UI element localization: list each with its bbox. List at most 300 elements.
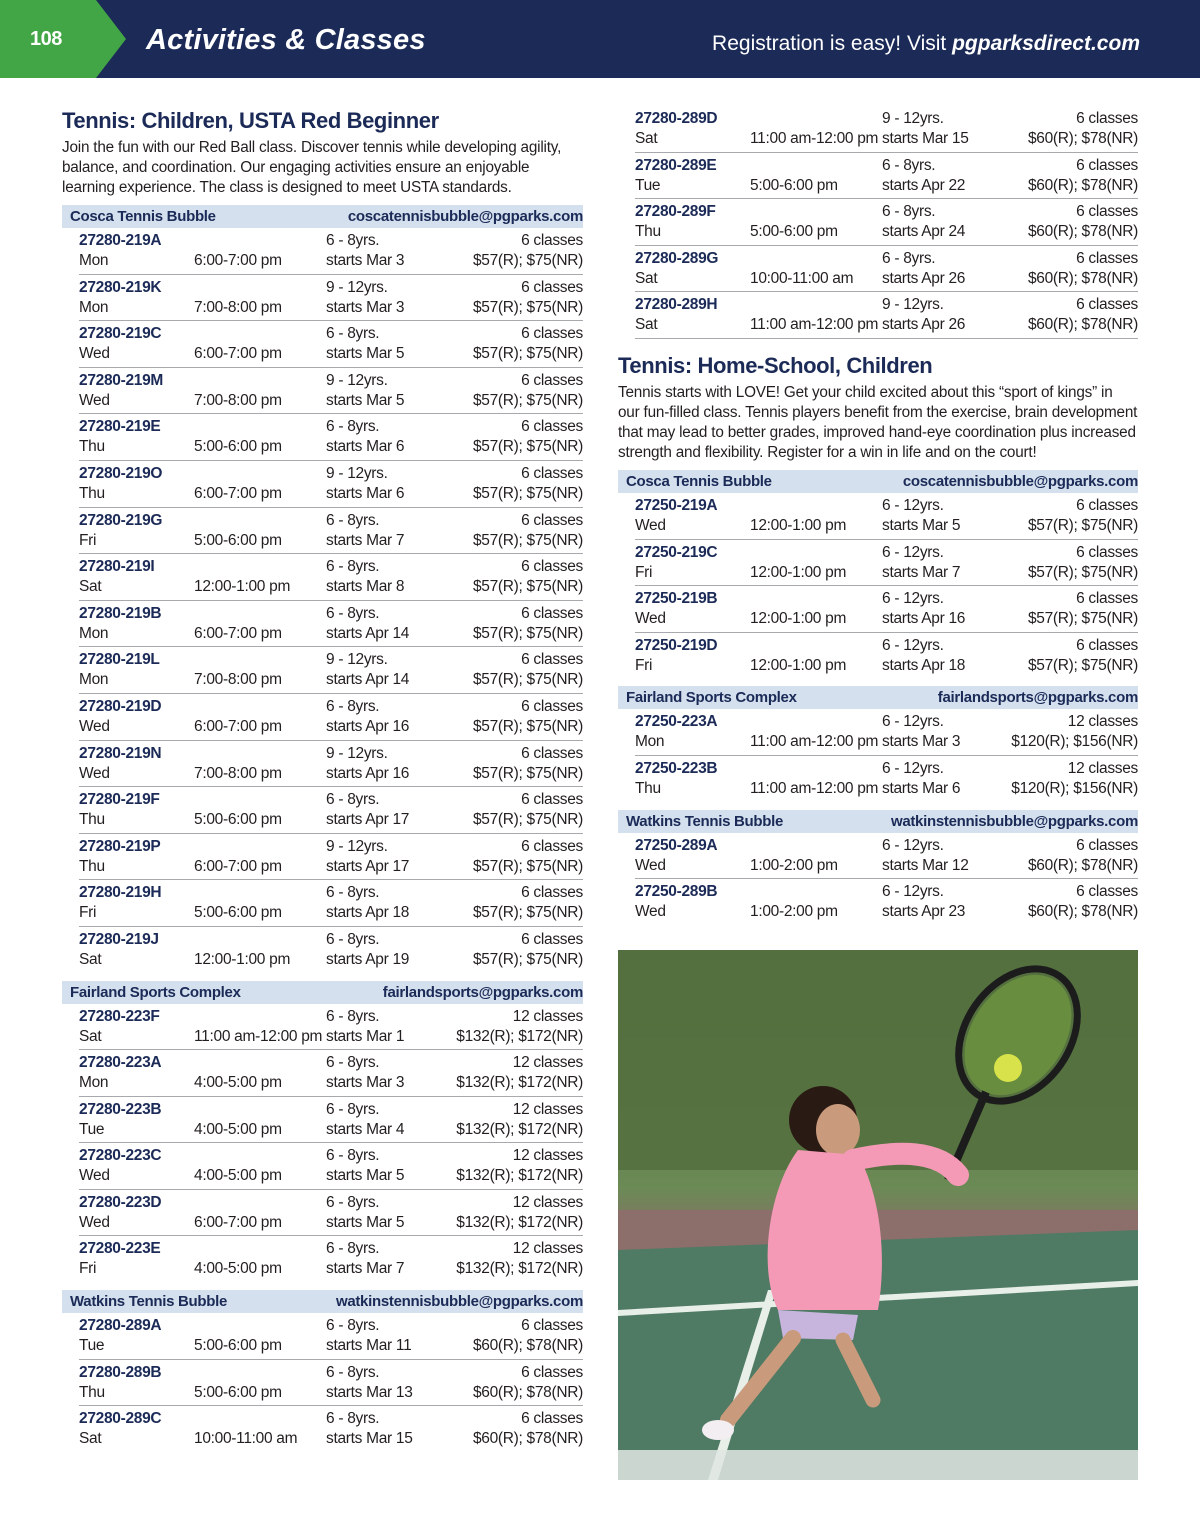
- class-time: 11:00 am-12:00 pm: [194, 1027, 323, 1045]
- start-and-fee: [326, 1337, 583, 1357]
- start-date: starts Mar 5: [326, 1167, 405, 1185]
- age-range: 6 - 8yrs.: [326, 418, 380, 436]
- class-row: [79, 368, 583, 415]
- age-and-count: [326, 605, 583, 625]
- start-date: starts Mar 15: [882, 130, 969, 147]
- activity-code: 27280-219K: [79, 278, 162, 296]
- class-day: Wed: [79, 764, 110, 782]
- class-fee: $57(R); $75(NR): [1027, 610, 1138, 628]
- activity-code: 27250-289A: [635, 836, 718, 854]
- age-and-count: [326, 1194, 583, 1214]
- class-fee: $57(R); $75(NR): [472, 904, 583, 922]
- class-day: Sat: [635, 316, 658, 334]
- class-fee: $60(R); $78(NR): [1027, 269, 1138, 287]
- class-time: 6:00-7:00 pm: [194, 1213, 282, 1231]
- activity-code: 27280-219F: [79, 791, 160, 809]
- class-time: 6:00-7:00 pm: [194, 857, 282, 875]
- age-and-count: [326, 1054, 583, 1074]
- start-and-fee: [326, 1028, 583, 1048]
- class-row: [79, 1143, 583, 1190]
- start-and-fee: [882, 177, 1138, 197]
- start-and-fee: [326, 1121, 583, 1141]
- age-and-count: [326, 745, 583, 765]
- class-fee: $57(R); $75(NR): [472, 624, 583, 642]
- class-day: Mon: [79, 671, 109, 689]
- class-day: Thu: [79, 438, 105, 456]
- age-and-count: [326, 232, 583, 252]
- start-date: starts Apr 26: [882, 316, 966, 334]
- location-name: Cosca Tennis Bubble: [626, 472, 772, 490]
- start-and-fee: [326, 671, 583, 691]
- class-day: Thu: [79, 857, 105, 875]
- class-count: 6 classes: [1076, 883, 1138, 901]
- class-fee: $57(R); $75(NR): [1027, 656, 1138, 674]
- class-day: Mon: [79, 1074, 109, 1092]
- class-fee: $57(R); $75(NR): [472, 717, 583, 735]
- class-time: 10:00-11:00 am: [194, 1430, 298, 1448]
- age-range: 6 - 8yrs.: [326, 1317, 380, 1335]
- location-name: Fairland Sports Complex: [70, 983, 241, 1001]
- start-date: starts Mar 5: [326, 345, 405, 363]
- age-and-count: [326, 512, 583, 532]
- location-name: Cosca Tennis Bubble: [70, 208, 216, 225]
- activity-code: 27280-289G: [635, 249, 719, 267]
- class-count: 6 classes: [521, 651, 583, 669]
- activity-code: 27280-219O: [79, 464, 163, 482]
- program-title: Tennis: Home-School, Children: [618, 352, 933, 378]
- class-row: [79, 741, 583, 788]
- age-and-count: [882, 157, 1138, 177]
- program-description: Tennis starts with LOVE! Get your child excited about this “sport of kings” in our fun-filled class. Tennis players benefit from the exercise, brain development that may lead to better grades, improved hand-eye coordination plus increased strength and flexibility. Register for a win in life and on the court!: [618, 383, 1138, 461]
- age-and-count: [326, 418, 583, 438]
- right-column: [618, 106, 1138, 926]
- class-time: 5:00-6:00 pm: [194, 1383, 282, 1401]
- activity-code: 27280-223A: [79, 1054, 162, 1072]
- activity-code: 27250-223A: [635, 713, 718, 731]
- start-date: starts Apr 22: [882, 176, 966, 194]
- age-range: 6 - 8yrs.: [326, 232, 380, 249]
- start-date: starts Mar 3: [882, 733, 961, 751]
- page-tab-arrow: [96, 0, 126, 78]
- age-and-count: [326, 884, 583, 904]
- age-range: 6 - 8yrs.: [326, 1100, 380, 1118]
- class-rows: [618, 833, 1138, 926]
- age-and-count: [882, 590, 1138, 610]
- class-time: 7:00-8:00 pm: [194, 391, 282, 409]
- page-header: [0, 0, 1200, 78]
- start-date: starts Mar 3: [326, 252, 405, 269]
- class-count: 6 classes: [1076, 543, 1138, 561]
- class-fee: $132(R); $172(NR): [456, 1074, 583, 1092]
- start-date: starts Mar 1: [326, 1027, 405, 1045]
- class-time: 6:00-7:00 pm: [194, 717, 282, 735]
- class-count: 6 classes: [521, 232, 583, 249]
- start-date: starts Mar 6: [882, 779, 961, 797]
- class-fee: $57(R); $75(NR): [472, 298, 583, 316]
- class-count: 6 classes: [1076, 496, 1138, 514]
- age-range: 6 - 8yrs.: [326, 697, 380, 715]
- class-time: 7:00-8:00 pm: [194, 298, 282, 316]
- class-row: [635, 153, 1138, 200]
- start-date: starts Mar 7: [326, 531, 405, 549]
- start-date: starts Apr 16: [326, 717, 410, 735]
- activity-code: 27280-289D: [635, 110, 718, 127]
- age-and-count: [326, 1008, 583, 1028]
- age-range: 6 - 8yrs.: [326, 791, 380, 809]
- right-locations: [618, 470, 1138, 926]
- activity-code: 27280-219J: [79, 930, 159, 948]
- class-day: Thu: [635, 223, 661, 241]
- activity-code: 27280-219G: [79, 511, 163, 529]
- age-range: 6 - 8yrs.: [326, 930, 380, 948]
- activity-code: 27280-289E: [635, 156, 717, 174]
- program-title: Tennis: Children, USTA Red Beginner: [62, 108, 439, 133]
- class-count: 6 classes: [521, 511, 583, 529]
- start-and-fee: [882, 517, 1138, 537]
- age-and-count: [326, 838, 583, 858]
- age-range: 6 - 12yrs.: [882, 590, 944, 608]
- start-date: starts Apr 16: [882, 610, 966, 628]
- registration-site-link[interactable]: pgparksdirect.com: [952, 32, 1140, 55]
- class-row: [79, 601, 583, 648]
- age-range: 6 - 12yrs.: [882, 836, 944, 854]
- age-range: 9 - 12yrs.: [326, 837, 388, 855]
- start-and-fee: [326, 1214, 583, 1234]
- class-count: 6 classes: [521, 418, 583, 436]
- start-and-fee: [882, 270, 1138, 290]
- activity-code: 27250-219B: [635, 590, 718, 608]
- class-count: 6 classes: [1076, 590, 1138, 608]
- class-fee: $60(R); $78(NR): [1027, 223, 1138, 241]
- class-row: [635, 199, 1138, 246]
- start-date: starts Mar 5: [326, 1213, 405, 1231]
- start-and-fee: [326, 951, 583, 971]
- activity-code: 27280-219N: [79, 744, 162, 762]
- class-count: 6 classes: [521, 278, 583, 296]
- class-day: Sat: [635, 269, 658, 287]
- class-day: Wed: [79, 1213, 110, 1231]
- start-and-fee: [326, 1167, 583, 1187]
- class-day: Mon: [79, 298, 109, 316]
- class-day: Sat: [79, 1430, 102, 1448]
- location-header: [62, 1290, 583, 1313]
- start-date: starts Mar 7: [326, 1260, 405, 1278]
- registration-note: [712, 32, 1140, 56]
- start-date: starts Mar 13: [326, 1383, 413, 1401]
- class-time: 12:00-1:00 pm: [750, 656, 847, 674]
- class-fee: $60(R); $78(NR): [472, 1337, 583, 1355]
- class-fee: $57(R); $75(NR): [472, 391, 583, 409]
- class-day: Wed: [635, 903, 666, 921]
- girl-playing-tennis-photo: [618, 950, 1138, 1480]
- age-range: 6 - 12yrs.: [882, 713, 944, 731]
- age-range: 6 - 8yrs.: [326, 1363, 380, 1381]
- class-count: 6 classes: [521, 930, 583, 948]
- start-and-fee: [882, 130, 1138, 150]
- activity-code: 27280-219P: [79, 837, 161, 855]
- start-and-fee: [326, 765, 583, 785]
- class-fee: $57(R); $75(NR): [472, 950, 583, 968]
- class-day: Fri: [79, 904, 97, 922]
- start-date: starts Apr 18: [326, 904, 410, 922]
- age-range: 6 - 8yrs.: [326, 511, 380, 529]
- age-and-count: [326, 791, 583, 811]
- class-fee: $120(R); $156(NR): [1011, 733, 1138, 751]
- class-row: [635, 246, 1138, 293]
- class-rows: [62, 1313, 583, 1453]
- age-and-count: [326, 1147, 583, 1167]
- class-time: 10:00-11:00 am: [750, 269, 854, 287]
- start-date: starts Apr 14: [326, 624, 410, 642]
- start-and-fee: [326, 718, 583, 738]
- age-range: 6 - 8yrs.: [326, 884, 380, 902]
- age-range: 6 - 8yrs.: [326, 1147, 380, 1165]
- start-and-fee: [326, 299, 583, 319]
- start-date: starts Mar 5: [882, 516, 961, 534]
- class-row: [79, 321, 583, 368]
- class-day: Fri: [79, 531, 97, 549]
- class-fee: $132(R); $172(NR): [456, 1167, 583, 1185]
- class-count: 12 classes: [512, 1240, 583, 1258]
- age-and-count: [326, 1364, 583, 1384]
- class-count: 6 classes: [521, 1317, 583, 1335]
- class-time: 6:00-7:00 pm: [194, 252, 282, 269]
- start-and-fee: [326, 1384, 583, 1404]
- age-range: 9 - 12yrs.: [326, 278, 388, 296]
- age-and-count: [326, 1317, 583, 1337]
- class-time: 7:00-8:00 pm: [194, 671, 282, 689]
- class-day: Mon: [79, 252, 109, 269]
- class-fee: $60(R); $78(NR): [1027, 130, 1138, 147]
- start-date: starts Mar 5: [326, 391, 405, 409]
- class-fee: $57(R); $75(NR): [472, 764, 583, 782]
- start-and-fee: [882, 316, 1138, 336]
- class-row: [79, 1313, 583, 1360]
- class-time: 11:00 am-12:00 pm: [750, 316, 879, 334]
- class-time: 5:00-6:00 pm: [194, 531, 282, 549]
- start-and-fee: [326, 811, 583, 831]
- start-date: starts Mar 15: [326, 1430, 413, 1448]
- start-and-fee: [882, 564, 1138, 584]
- start-date: starts Mar 12: [882, 856, 969, 874]
- class-count: 6 classes: [1076, 296, 1138, 314]
- class-time: 5:00-6:00 pm: [194, 438, 282, 456]
- class-day: Tue: [79, 1120, 105, 1138]
- continued-rows: [618, 106, 1138, 339]
- class-fee: $57(R); $75(NR): [472, 811, 583, 829]
- age-range: 6 - 8yrs.: [882, 156, 936, 174]
- class-day: Fri: [79, 1260, 97, 1278]
- age-and-count: [882, 883, 1138, 903]
- class-day: Wed: [79, 345, 110, 363]
- location-email-link[interactable]: fairlandsports@pgparks.com: [937, 689, 1138, 707]
- start-date: starts Mar 11: [326, 1337, 412, 1355]
- left-locations: [62, 205, 583, 1453]
- class-row: [79, 508, 583, 555]
- start-date: starts Apr 19: [326, 950, 410, 968]
- age-range: 6 - 8yrs.: [326, 1410, 380, 1428]
- class-day: Thu: [79, 1383, 105, 1401]
- class-count: 6 classes: [521, 884, 583, 902]
- start-and-fee: [882, 857, 1138, 877]
- location-name: Watkins Tennis Bubble: [70, 1293, 228, 1311]
- class-row: [635, 833, 1138, 880]
- age-range: 9 - 12yrs.: [882, 296, 944, 314]
- class-day: Wed: [635, 516, 666, 534]
- class-row: [635, 493, 1138, 540]
- class-row: [79, 228, 583, 275]
- start-date: starts Mar 3: [326, 1074, 405, 1092]
- class-row: [79, 927, 583, 974]
- start-date: starts Apr 16: [326, 764, 410, 782]
- class-count: 6 classes: [521, 325, 583, 343]
- class-day: Wed: [79, 391, 110, 409]
- class-row: [79, 1360, 583, 1407]
- class-count: 12 classes: [512, 1054, 583, 1072]
- age-and-count: [882, 110, 1138, 130]
- age-range: 6 - 8yrs.: [326, 1007, 380, 1025]
- location-email-link[interactable]: coscatennisbubble@pgparks.com: [902, 472, 1138, 490]
- class-day: Tue: [635, 176, 661, 194]
- location-email-link[interactable]: coscatennisbubble@pgparks.com: [347, 208, 583, 225]
- start-and-fee: [882, 657, 1138, 677]
- activity-code: 27250-289B: [635, 883, 718, 901]
- age-and-count: [326, 698, 583, 718]
- class-row: [635, 106, 1138, 153]
- start-and-fee: [882, 223, 1138, 243]
- location-header: [62, 981, 583, 1004]
- class-fee: $60(R); $78(NR): [1027, 903, 1138, 921]
- class-row: [79, 1004, 583, 1051]
- class-count: 12 classes: [1067, 759, 1138, 777]
- class-row: [635, 540, 1138, 587]
- class-day: Wed: [79, 1167, 110, 1185]
- class-fee: $57(R); $75(NR): [1027, 516, 1138, 534]
- class-row: [79, 275, 583, 322]
- class-time: 5:00-6:00 pm: [194, 904, 282, 922]
- class-fee: $57(R); $75(NR): [472, 484, 583, 502]
- program-description: Join the fun with our Red Ball class. Discover tennis while developing agility, balance, and coordination. Our engaging activities ensure an enjoyable learning experience. The class is designed to meet USTA standards.: [62, 139, 562, 196]
- activity-code: 27280-219B: [79, 604, 162, 622]
- class-time: 5:00-6:00 pm: [750, 223, 838, 241]
- start-and-fee: [326, 1430, 583, 1450]
- class-row: [79, 1097, 583, 1144]
- class-count: 12 classes: [1067, 713, 1138, 731]
- class-fee: $57(R); $75(NR): [1027, 563, 1138, 581]
- start-date: starts Mar 6: [326, 438, 405, 456]
- activity-code: 27280-223E: [79, 1240, 161, 1258]
- section-title: Activities & Classes: [146, 24, 426, 56]
- class-time: 1:00-2:00 pm: [750, 903, 838, 921]
- class-fee: $57(R); $75(NR): [472, 531, 583, 549]
- class-time: 6:00-7:00 pm: [194, 624, 282, 642]
- class-row: [79, 787, 583, 834]
- class-count: 6 classes: [521, 558, 583, 576]
- class-row: [79, 1406, 583, 1453]
- age-range: 6 - 8yrs.: [326, 325, 380, 343]
- class-row: [635, 633, 1138, 680]
- class-count: 6 classes: [1076, 110, 1138, 127]
- start-date: starts Mar 8: [326, 578, 405, 596]
- activity-code: 27280-289C: [79, 1410, 162, 1428]
- start-date: starts Mar 4: [326, 1120, 405, 1138]
- activity-code: 27250-223B: [635, 759, 718, 777]
- age-range: 6 - 8yrs.: [326, 558, 380, 576]
- activity-code: 27280-219H: [79, 884, 162, 902]
- age-and-count: [326, 931, 583, 951]
- class-day: Thu: [79, 811, 105, 829]
- age-and-count: [882, 637, 1138, 657]
- class-day: Sat: [79, 950, 102, 968]
- start-and-fee: [326, 485, 583, 505]
- activity-code: 27250-219A: [635, 496, 718, 514]
- age-and-count: [326, 1101, 583, 1121]
- class-fee: $60(R); $78(NR): [1027, 316, 1138, 334]
- class-count: 12 classes: [512, 1100, 583, 1118]
- class-fee: $57(R); $75(NR): [472, 578, 583, 596]
- class-rows: [618, 493, 1138, 679]
- activity-code: 27280-219I: [79, 558, 155, 576]
- class-fee: $132(R); $172(NR): [456, 1120, 583, 1138]
- class-row: [79, 461, 583, 508]
- age-range: 6 - 8yrs.: [882, 249, 936, 267]
- age-and-count: [882, 497, 1138, 517]
- class-time: 11:00 am-12:00 pm: [750, 779, 879, 797]
- start-date: starts Apr 18: [882, 656, 966, 674]
- class-row: [635, 756, 1138, 803]
- location-email-link[interactable]: watkinstennisbubble@pgparks.com: [335, 1293, 583, 1311]
- start-date: starts Apr 26: [882, 269, 966, 287]
- class-count: 12 classes: [512, 1147, 583, 1165]
- page-number: 108: [30, 28, 62, 50]
- age-range: 6 - 12yrs.: [882, 759, 944, 777]
- class-fee: $60(R); $78(NR): [1027, 176, 1138, 194]
- age-range: 9 - 12yrs.: [326, 371, 388, 389]
- class-time: 6:00-7:00 pm: [194, 484, 282, 502]
- start-and-fee: [326, 578, 583, 598]
- age-and-count: [326, 372, 583, 392]
- class-time: 5:00-6:00 pm: [750, 176, 838, 194]
- start-date: starts Apr 14: [326, 671, 410, 689]
- registration-prefix: Registration is easy! Visit: [712, 32, 953, 55]
- class-time: 6:00-7:00 pm: [194, 345, 282, 363]
- age-range: 9 - 12yrs.: [882, 110, 944, 127]
- class-count: 6 classes: [521, 791, 583, 809]
- location-email-link[interactable]: watkinstennisbubble@pgparks.com: [890, 812, 1138, 830]
- age-and-count: [326, 558, 583, 578]
- class-time: 12:00-1:00 pm: [750, 610, 847, 628]
- activity-code: 27280-219E: [79, 418, 161, 436]
- class-day: Sat: [635, 130, 658, 147]
- class-fee: $57(R); $75(NR): [472, 438, 583, 456]
- start-and-fee: [326, 904, 583, 924]
- age-range: 9 - 12yrs.: [326, 744, 388, 762]
- age-and-count: [326, 465, 583, 485]
- class-time: 12:00-1:00 pm: [750, 563, 847, 581]
- activity-code: 27280-219L: [79, 651, 160, 669]
- class-day: Wed: [635, 856, 666, 874]
- age-and-count: [326, 325, 583, 345]
- location-email-link[interactable]: fairlandsports@pgparks.com: [382, 983, 583, 1001]
- start-and-fee: [882, 733, 1138, 753]
- class-day: Thu: [79, 484, 105, 502]
- start-and-fee: [326, 858, 583, 878]
- class-fee: $132(R); $172(NR): [456, 1260, 583, 1278]
- start-date: starts Apr 24: [882, 223, 966, 241]
- class-count: 6 classes: [1076, 203, 1138, 221]
- age-and-count: [882, 837, 1138, 857]
- class-row: [79, 1190, 583, 1237]
